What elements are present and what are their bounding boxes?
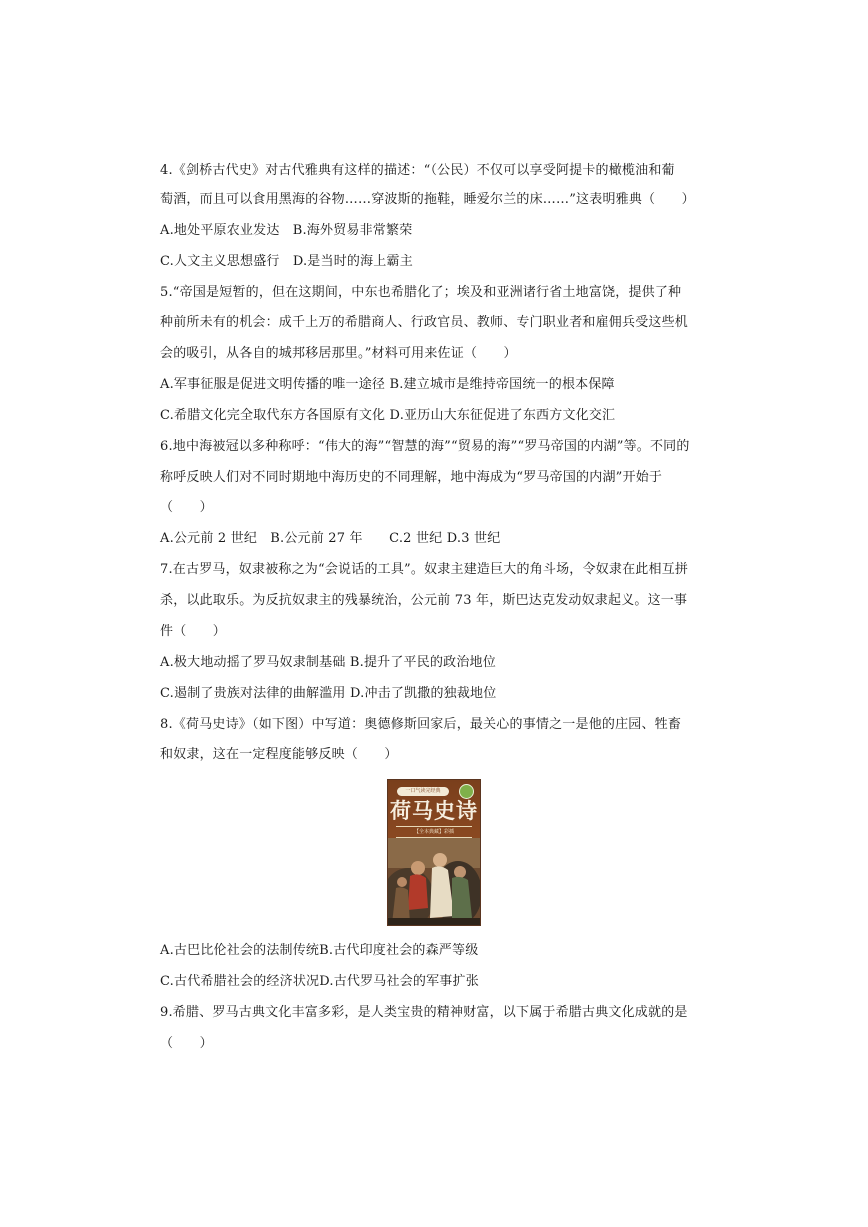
question-6-options: A.公元前 2 世纪 B.公元前 27 年 C.2 世纪 D.3 世纪 — [160, 531, 501, 546]
question-4-line-2: 萄酒，而且可以食用黑海的谷物……穿波斯的拖鞋，睡爱尔兰的床……”这表明雅典（ ） — [160, 192, 695, 207]
homer-epic-book-cover — [388, 780, 480, 925]
book-title: 荷马史诗 — [390, 798, 478, 823]
question-5-line-1: 5.“帝国是短暂的，但在这期间，中东也希腊化了；埃及和亚洲诸行省土地富饶，提供了种 — [160, 285, 682, 300]
question-5-line-2: 种前所未有的机会：成千上万的希腊商人、行政官员、教师、专门职业者和雇佣兵受这些机 — [160, 315, 689, 330]
question-8-line-2: 和奴隶，这在一定程度能够反映（ ） — [160, 747, 398, 762]
question-9-line-2: （ ） — [160, 1036, 213, 1051]
question-7-line-1: 7.在古罗马，奴隶被称之为“会说话的工具”。奴隶主建造巨大的角斗场，令奴隶在此相互拼 — [160, 562, 689, 577]
question-5-option-ab: A.军事征服是促进文明传播的唯一途径 B.建立城市是维持帝国统一的根本保障 — [160, 377, 615, 392]
book-series-label: 一口气读完经典 — [397, 787, 449, 796]
question-8-option-cd: C.古代希腊社会的经济状况D.古代罗马社会的军事扩张 — [160, 974, 479, 989]
question-6-line-3: （ ） — [160, 500, 213, 515]
book-cover-painting — [388, 838, 480, 925]
question-7-line-2: 杀，以此取乐。为反抗奴隶主的残暴统治，公元前 73 年，斯巴达克发动奴隶起义。这一事 — [160, 593, 688, 608]
question-8-line-1: 8.《荷马史诗》（如下图）中写道：奥德修斯回家后，最关心的事情之一是他的庄园、牲畜 — [160, 717, 682, 732]
question-6-line-2: 称呼反映人们对不同时期地中海历史的不同理解，地中海成为“罗马帝国的内湖”开始于 — [160, 470, 663, 485]
book-badge-icon — [459, 784, 474, 799]
question-5-option-cd: C.希腊文化完全取代东方各国原有文化 D.亚历山大东征促进了东西方文化交汇 — [160, 408, 616, 423]
question-4-line-1: 4.《剑桥古代史》对古代雅典有这样的描述：“（公民）不仅可以享受阿提卡的橄榄油和葡 — [160, 163, 675, 178]
question-7-line-3: 件（ ） — [160, 624, 227, 639]
question-8-option-ab: A.古巴比伦社会的法制传统B.古代印度社会的森严等级 — [160, 943, 479, 958]
question-4-option-ab: A.地处平原农业发达 B.海外贸易非常繁荣 — [160, 223, 413, 238]
question-7-option-ab: A.极大地动摇了罗马奴隶制基础 B.提升了平民的政治地位 — [160, 655, 496, 670]
question-7-option-cd: C.遏制了贵族对法律的曲解滥用 D.冲击了凯撒的独裁地位 — [160, 686, 497, 701]
question-6-line-1: 6.地中海被冠以多种称呼：“伟大的海”“智慧的海”“贸易的海”“罗马帝国的内湖”等。不同的 — [160, 439, 690, 454]
question-9-line-1: 9.希腊、罗马古典文化丰富多彩，是人类宝贵的精神财富，以下属于希腊古典文化成就的是 — [160, 1005, 688, 1020]
question-5-line-3: 会的吸引，从各自的城邦移居那里。”材料可用来佐证（ ） — [160, 346, 517, 361]
book-subtitle: 【全本典藏】彩插 — [396, 826, 472, 838]
question-4-option-cd: C.人文主义思想盛行 D.是当时的海上霸主 — [160, 254, 413, 269]
